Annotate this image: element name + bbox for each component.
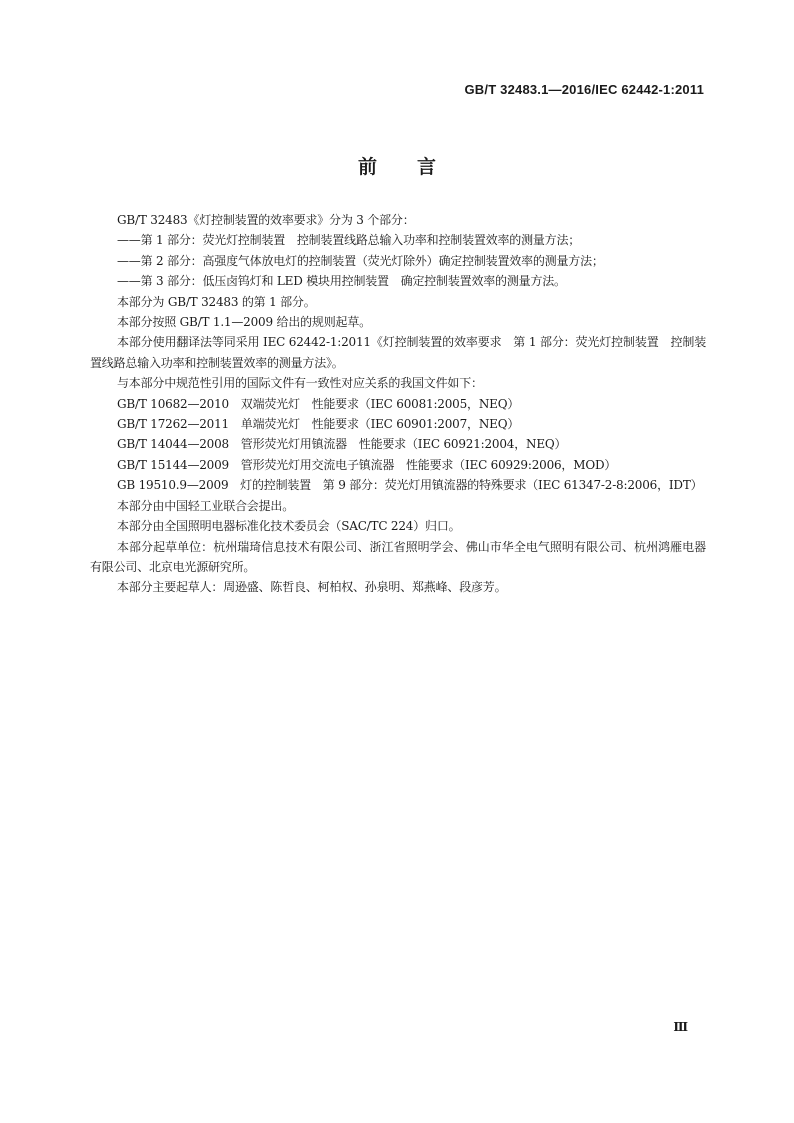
paragraph: ——第 3 部分：低压卤钨灯和 LED 模块用控制装置 确定控制装置效率的测量方法。	[117, 274, 566, 289]
paragraph: 本部分由全国照明电器标准化技术委员会（SAC/TC 224）归口。	[117, 519, 461, 534]
reference-item: GB 19510.9—2009 灯的控制装置 第 9 部分：荧光灯用镇流器的特殊要求（IEC 61347-2-8:2006，IDT）	[117, 478, 703, 493]
paragraph: ——第 1 部分：荧光灯控制装置 控制装置线路总输入功率和控制装置效率的测量方法；	[117, 233, 581, 248]
paragraph: 本部分按照 GB/T 1.1—2009 给出的规则起草。	[117, 315, 371, 330]
reference-item: GB/T 17262—2011 单端荧光灯 性能要求（IEC 60901:2007，NEQ）	[117, 417, 520, 432]
paragraph: 本部分由中国轻工业联合会提出。	[117, 498, 295, 513]
paragraph: 与本部分中规范性引用的国际文件有一致性对应关系的我国文件如下：	[117, 376, 483, 391]
paragraph: GB/T 32483《灯控制装置的效率要求》分为 3 个部分：	[117, 213, 415, 227]
paragraph: 本部分主要起草人：周逊盛、陈哲良、柯柏权、孙泉明、郑燕峰、段彦芳。	[117, 580, 507, 595]
paragraph: 本部分为 GB/T 32483 的第 1 部分。	[117, 294, 316, 309]
reference-item: GB/T 15144—2009 管形荧光灯用交流电子镇流器 性能要求（IEC 60929:2006，MOD）	[117, 457, 617, 472]
page-number: Ⅲ	[673, 1020, 688, 1034]
paragraph: 本部分起草单位：杭州瑞琦信息技术有限公司、浙江省照明学会、佛山市华全电气照明有限公司、杭州鸿雁电器有限公司、北京电光源研究所。	[90, 539, 706, 574]
standard-code: GB/T 32483.1—2016/IEC 62442-1:2011	[464, 82, 704, 97]
reference-item: GB/T 10682—2010 双端荧光灯 性能要求（IEC 60081:2005，NEQ）	[117, 396, 520, 411]
foreword-body	[90, 210, 706, 598]
page-title: 前言	[357, 156, 476, 178]
paragraph: ——第 2 部分：高强度气体放电灯的控制装置（荧光灯除外）确定控制装置效率的测量方法；	[117, 253, 604, 268]
reference-item: GB/T 14044—2008 管形荧光灯用镇流器 性能要求（IEC 60921:2004，NEQ）	[117, 437, 567, 452]
paragraph: 本部分使用翻译法等同采用 IEC 62442-1:2011《灯控制装置的效率要求 第 1 部分：荧光灯控制装置 控制装置线路总输入功率和控制装置效率的测量方法》。	[90, 335, 706, 370]
